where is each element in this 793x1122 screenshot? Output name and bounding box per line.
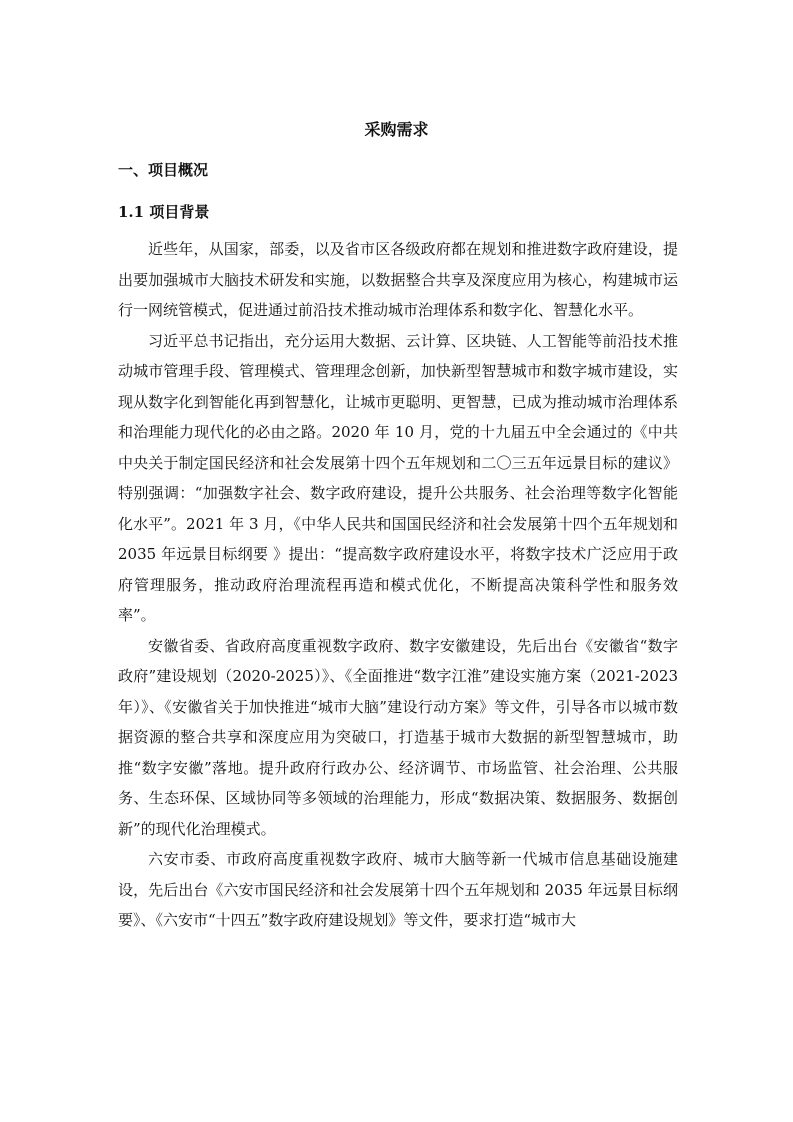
section-heading: 一、项目概况 [118, 161, 209, 179]
body-text [118, 234, 678, 936]
paragraph-1: 近些年，从国家，部委，以及省市区各级政府都在规划和推进数字政府建设，提出要加强城市大脑技术研发和实施，以数据整合共享及深度应用为核心，构建城市运行一网统管模式，促进通过前沿技术推动城市治理体系和数字化、智慧化水平。 [118, 240, 678, 319]
subsection-heading: 1.1 项目背景 [118, 203, 210, 221]
paragraph-4: 六安市委、市政府高度重视数字政府、城市大脑等新一代城市信息基础设施建设，先后出台《六安市国民经济和社会发展第十四个五年规划和 2035 年远景目标纲要》、《六安市“十四五”数字政府建设规划》等文件，要求打造“城市大 [118, 850, 678, 929]
document-title: 采购需求 [364, 120, 429, 139]
paragraph-2: 习近平总书记指出，充分运用大数据、云计算、区块链、人工智能等前沿技术推动城市管理手段、管理模式、管理理念创新，加快新型智慧城市和数字城市建设，实现从数字化到智能化再到智慧化，让城市更聪明、更智慧，已成为推动城市治理体系和治理能力现代化的必由之路。2020 年 10 月，党的十九届五中全会通过的《中共中央关于制定国民经济和社会发展第十四个五年规划和二〇三五年远景目标的建议》特别强调：“加强数字社会、数字政府建设，提升公共服务、社会治理等数字化智能化水平”。2021 年 3 月，《中华人民共和国国民经济和社会发展第十四个五年规划和 2035 年远景目标纲要 》提出：“提高数字政府建设水平，将数字技术广泛应用于政府管理服务，推动政府治理流程再造和模式优化，不断提高决策科学性和服务效率”。 [118, 331, 678, 624]
paragraph-3: 安徽省委、省政府高度重视数字政府、数字安徽建设，先后出台《安徽省“数字政府”建设规划（2020-2025）》、《全面推进“数字江淮”建设实施方案（2021-2023 年）》、《安徽省关于加快推进“城市大脑”建设行动方案》等文件，引导各市以城市数据资源的整合共享和深度应用为突破口，打造基于城市大数据的新型智慧城市，助推“数字安徽”落地。提升政府行政办公、经济调节、市场监管、社会治理、公共服务、生态环保、区域协同等多领域的治理能力，形成“数据决策、数据服务、数据创新”的现代化治理模式。 [118, 636, 678, 838]
